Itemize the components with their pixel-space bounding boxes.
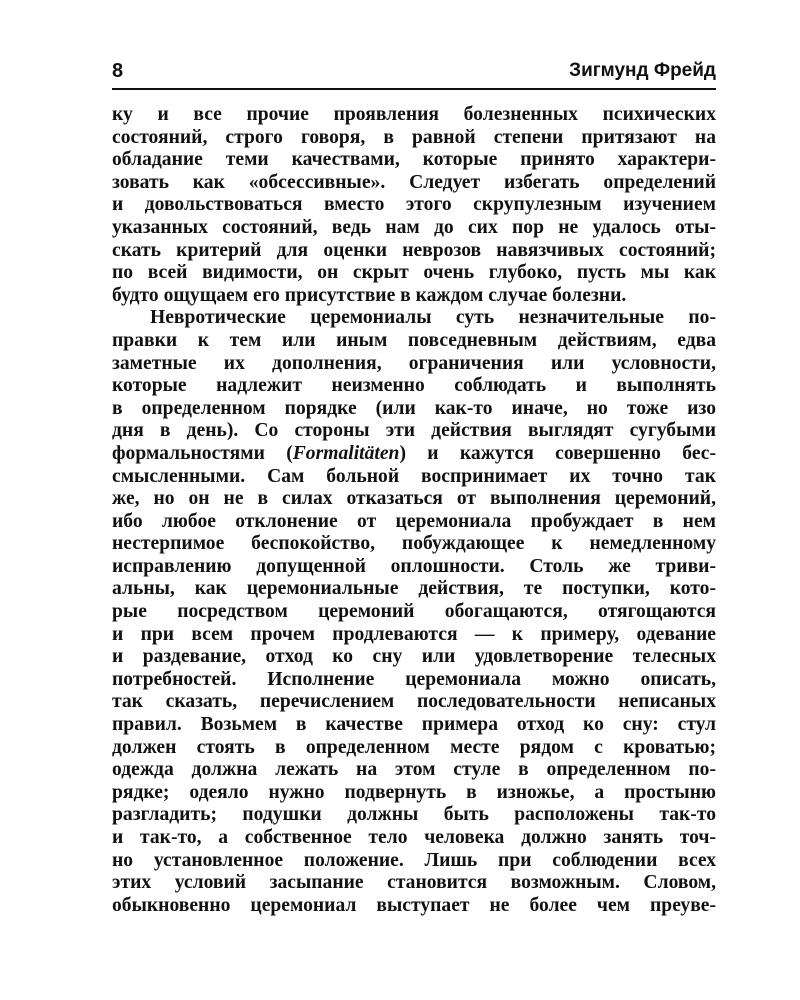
text-line: указанных состояний, ведь нам до сих пор не удалось оты- <box>112 216 716 238</box>
text-line: этих условий засыпание становится возможным. Словом, <box>112 872 716 894</box>
text-line: в определенном порядке (или как-то иначе, но тоже изо <box>112 397 716 419</box>
text-line: которые надлежит неизменно соблюдать и выполнять <box>112 375 716 397</box>
text-line: дня в день). Со стороны эти действия выглядят сугубыми <box>112 420 716 442</box>
page-number: 8 <box>112 60 124 82</box>
text-line: разгладить; подушки должны быть расположены так-то <box>112 804 716 826</box>
text-line: альны, как церемониальные действия, те поступки, кото- <box>112 578 716 600</box>
text-line: и при всем прочем продлеваются — к примеру, одевание <box>112 623 716 645</box>
text-line: рядке; одеяло нужно подвернуть в изножье, а простыню <box>112 781 716 803</box>
text-line: заметные их дополнения, ограничения или условности, <box>112 352 716 374</box>
text-line: правки к тем или иным повседневным действиям, едва <box>112 329 716 351</box>
text-line: нестерпимое беспокойство, побуждающее к немедленному <box>112 533 716 555</box>
text-line: зовать как «обсессивные». Следует избегать определений <box>112 171 716 193</box>
paragraph-1 <box>112 104 716 307</box>
text-line: и довольствоваться вместо этого скрупулезным изучением <box>112 194 716 216</box>
header-rule <box>112 88 716 90</box>
text-segment: ) и кажутся совершенно бес- <box>399 442 716 464</box>
text-line: должен стоять в определенном месте рядом с кроватью; <box>112 736 716 758</box>
text-line: будто ощущаем его присутствие в каждом случае болезни. <box>112 284 627 306</box>
text-line: по всей видимости, он скрыт очень глубоко, пусть мы как <box>112 262 716 284</box>
text-line: одежда должна лежать на этом стуле в определенном по- <box>112 759 716 781</box>
text-line: потребностей. Исполнение церемониала можно описать, <box>112 668 716 690</box>
text-line: обладание теми качествами, которые принято характери- <box>112 149 716 171</box>
text-segment: формальностями ( <box>112 442 293 464</box>
text-line: ку и все прочие проявления болезненных психических <box>112 104 716 125</box>
text-line: Невротические церемониалы суть незначительные по- <box>150 307 716 329</box>
text-line: но установленное положение. Лишь при соблюдении всех <box>112 849 716 871</box>
text-line: исправлению допущенной оплошности. Столь же триви- <box>112 555 716 577</box>
text-line: и раздевание, отход ко сну или удовлетворение телесных <box>112 646 716 668</box>
text-line: состояний, строго говоря, в равной степени притязают на <box>112 126 716 148</box>
text-line: скать критерий для оценки неврозов навязчивых состояний; <box>112 239 716 261</box>
book-page <box>112 58 716 917</box>
text-line: обыкновенно церемониал выступает не более чем преуве- <box>112 894 716 916</box>
body-text <box>112 104 716 917</box>
text-line: смысленными. Сам больной воспринимает их точно так <box>112 465 716 487</box>
foreign-term: Formalitäten <box>292 442 400 464</box>
text-line: так сказать, перечислением последовательности неписаных <box>112 691 716 713</box>
running-head <box>112 58 716 88</box>
text-line <box>112 443 716 466</box>
text-line: рые посредством церемоний обогащаются, отягощаются <box>112 601 716 623</box>
text-line: и так-то, а собственное тело человека должно занять точ- <box>112 827 716 848</box>
text-line: ибо любое отклонение от церемониала пробуждает в нем <box>112 510 716 532</box>
text-line: правил. Возьмем в качестве примера отход ко сну: стул <box>112 714 716 736</box>
running-head-author: Зигмунд Фрейд <box>569 60 716 81</box>
paragraph-2 <box>112 307 716 917</box>
text-line: же, но он не в силах отказаться от выполнения церемоний, <box>112 488 716 510</box>
